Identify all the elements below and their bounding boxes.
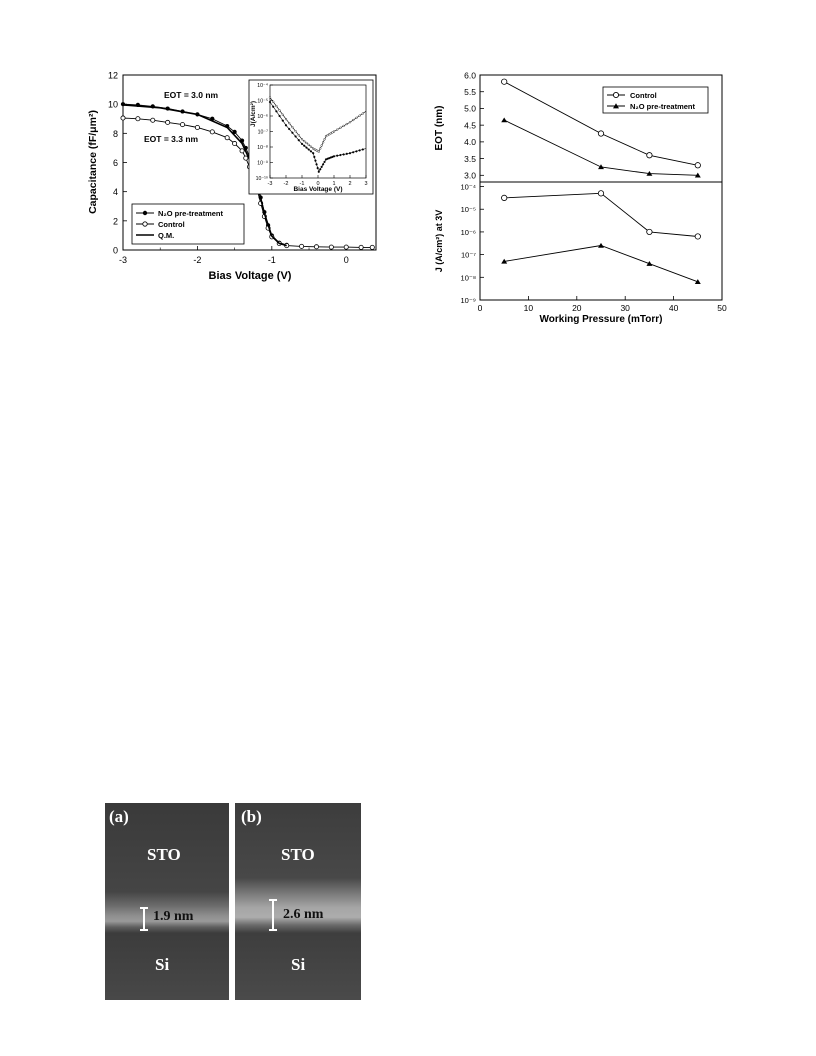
inset-xtick-label: 0 [316, 181, 320, 187]
inset-data-point [279, 115, 281, 117]
eot-top-ytick-label: 6.0 [464, 70, 476, 81]
tem-panel-b-si: Si [291, 955, 306, 974]
cv-data-point [121, 116, 125, 120]
inset-data-point [359, 150, 361, 152]
inset-data-point [362, 149, 364, 151]
eot-top-ylabel: EOT (nm) [434, 105, 445, 151]
inset-data-point [306, 142, 308, 144]
inset-data-point [310, 150, 312, 152]
inset-xtick-label: 1 [332, 181, 336, 187]
eot-top-ytick-label: 5.5 [464, 87, 476, 98]
cv-data-point [299, 244, 303, 248]
inset-data-point [313, 156, 315, 158]
inset-data-point [308, 149, 310, 151]
inset-data-point [318, 171, 320, 173]
inset-data-point [295, 136, 297, 138]
cv-ytick-label: 2 [112, 216, 118, 227]
inset-data-point [285, 124, 287, 126]
cv-xtick-label: -1 [267, 255, 276, 265]
cv-data-point [225, 136, 229, 140]
tem-panel-b-scalebar [269, 899, 277, 931]
eot-legend-control: Control [630, 91, 657, 100]
eot-xtick-label: 50 [717, 303, 727, 313]
inset-ytick-label: 10⁻⁷ [257, 129, 268, 136]
inset-data-point [303, 140, 305, 142]
inset-data-point [310, 146, 312, 148]
inset-data-point [288, 128, 290, 130]
eot-bottom-ytick-label: 10⁻⁵ [460, 205, 476, 215]
cv-data-point [166, 120, 170, 124]
inset-xtick-label: -2 [283, 181, 289, 187]
cv-data-point [370, 245, 374, 249]
cv-xlabel: Bias Voltage (V) [208, 270, 292, 282]
eot-bottom-data-point [598, 191, 603, 196]
cv-data-point [136, 117, 140, 121]
eot-bottom-data-point [695, 279, 701, 284]
inset-xtick-label: -3 [267, 181, 273, 187]
inset-data-point [272, 106, 274, 108]
eot-top-ytick-label: 5.0 [464, 103, 476, 114]
inset-ytick-label: 10⁻⁹ [257, 160, 268, 167]
eot-top-data-point [598, 131, 603, 136]
cv-data-point [344, 245, 348, 249]
cv-data-point [359, 245, 363, 249]
inset-ytick-label: 10⁻⁴ [257, 83, 268, 90]
inset-ytick-label: 10⁻¹⁰ [255, 176, 268, 183]
eot-top-data-point [502, 79, 507, 84]
inset-data-point [301, 143, 303, 145]
cv-data-point [151, 118, 155, 122]
eot-xtick-label: 40 [668, 303, 679, 313]
inset-data-point [288, 122, 290, 124]
tem-panel-b-sto: STO [281, 845, 315, 864]
cv-data-point [233, 141, 237, 145]
cv-data-point [244, 156, 248, 160]
eot-top-data-point [598, 164, 604, 169]
eot-legend [603, 87, 708, 113]
inset-data-point [322, 141, 324, 143]
inset-data-point [349, 152, 351, 154]
eot-xtick-label: 20 [572, 303, 582, 313]
inset-data-point [276, 110, 278, 112]
cv-data-point [180, 122, 184, 126]
inset-data-point [282, 114, 284, 116]
inset-data-point [333, 131, 335, 133]
inset-data-point [292, 132, 294, 134]
cv-xtick-label: -3 [118, 255, 128, 265]
eot-bottom-ytick-label: 10⁻⁶ [460, 227, 476, 237]
inset-data-point [315, 160, 317, 162]
inset-data-point [340, 154, 342, 156]
inset-data-point [336, 129, 338, 131]
inset-data-point [322, 163, 324, 165]
inset-xtick-label: -1 [299, 181, 305, 187]
inset-data-point [346, 123, 348, 125]
cv-ytick-label: 6 [112, 158, 118, 168]
inset-data-point [349, 121, 351, 123]
tem-panel-a-sto: STO [147, 845, 181, 864]
inset-data-point [321, 145, 323, 147]
cv-ytick-label: 10 [107, 99, 118, 110]
inset-data-point [298, 139, 300, 141]
eot-bottom-ytick-label: 10⁻⁴ [460, 182, 476, 192]
inset-data-point [343, 125, 345, 127]
eot-top-data-point [647, 153, 652, 158]
inset-data-point [336, 155, 338, 157]
eot-top-ytick-label: 3.5 [464, 153, 476, 164]
eot-bottom-data-point [695, 234, 700, 239]
eot-bottom-ylabel: J (A/cm²) at 3V [434, 209, 444, 273]
tem-panel-a-scalebar [140, 907, 148, 931]
eot-top-data-point [695, 163, 700, 168]
inset-data-point [312, 152, 314, 154]
eot-xtick-label: 10 [523, 303, 534, 313]
eot-bottom-ytick-label: 10⁻⁹ [460, 296, 476, 305]
tem-panel-a-label: (a) [109, 807, 129, 826]
eot-bottom-data-point [646, 261, 652, 266]
inset-data-point [292, 126, 294, 128]
inset-xtick-label: 2 [348, 181, 352, 187]
cv-label-eot-bottom: EOT = 3.3 nm [144, 134, 199, 144]
cv-data-point [329, 245, 333, 249]
tem-figure [105, 803, 361, 1000]
eot-xtick-label: 30 [620, 303, 630, 313]
eot-bottom-data-point [502, 195, 507, 200]
eot-bottom-ytick-label: 10⁻⁸ [460, 273, 476, 283]
eot-legend-open-marker [613, 92, 618, 97]
inset-data-point [356, 150, 358, 152]
cv-xtick-label: 0 [343, 255, 349, 265]
cv-legend-open-marker [143, 222, 147, 226]
inset-data-point [303, 145, 305, 147]
inset-data-point [359, 115, 361, 117]
tem-panel-b [235, 803, 361, 1000]
cv-label-eot-top: EOT = 3.0 nm [164, 90, 219, 100]
inset-data-point [352, 119, 354, 121]
cv-data-point [195, 125, 199, 129]
inset-data-point [321, 166, 323, 168]
eot-legend-n2o: N₂O pre-treatment [630, 102, 696, 111]
inset-data-point [340, 127, 342, 129]
inset-data-point [317, 167, 319, 169]
cv-data-point [240, 149, 244, 153]
inset-data-point [319, 168, 321, 170]
cv-inset-xlabel: Bias Voltage (V) [293, 186, 343, 193]
inset-ytick-label: 10⁻⁵ [257, 98, 268, 105]
eot-bottom-data-point [647, 229, 652, 234]
cv-legend-n2o: N₂O pre-treatment [158, 209, 224, 218]
cv-legend-control: Control [158, 220, 185, 229]
tem-panel-b-thickness: 2.6 nm [283, 907, 324, 922]
cv-xtick-label: -2 [193, 255, 202, 265]
cv-ytick-label: 0 [112, 245, 118, 256]
eot-top-ytick-label: 4.0 [464, 137, 476, 148]
inset-data-point [343, 154, 345, 156]
inset-data-point [362, 113, 364, 115]
eot-top-data-point [501, 117, 507, 122]
inset-data-point [324, 161, 326, 163]
cv-inset-ylabel: J(A/cm²) [250, 100, 257, 128]
inset-data-point [308, 144, 310, 146]
tem-panel-a-thickness: 1.9 nm [153, 909, 194, 924]
inset-data-point [276, 105, 278, 107]
eot-xlabel: Working Pressure (mTorr) [539, 314, 663, 325]
inset-data-point [324, 138, 326, 140]
inset-data-point [272, 101, 274, 103]
inset-data-point [295, 130, 297, 132]
inset-data-point [356, 117, 358, 119]
cv-data-point [210, 130, 214, 134]
cv-data-point [314, 245, 318, 249]
cv-legend [132, 204, 244, 244]
cv-legend-qm: Q.M. [158, 231, 175, 240]
tem-panel-b-label: (b) [241, 807, 262, 826]
eot-bottom-series-line-control [504, 193, 698, 236]
eot-top-ytick-label: 3.0 [464, 170, 476, 181]
inset-data-point [306, 147, 308, 149]
inset-xtick-label: 3 [364, 181, 368, 187]
inset-data-point [269, 97, 271, 99]
inset-data-point [285, 118, 287, 120]
eot-bottom-series-line-n2o [504, 246, 698, 282]
inset-data-point [301, 138, 303, 140]
cv-ytick-label: 12 [107, 70, 118, 81]
tem-panel-a [105, 803, 229, 1000]
inset-data-point [279, 110, 281, 112]
inset-data-point [269, 101, 271, 103]
eot-bottom-ytick-label: 10⁻⁷ [460, 250, 476, 260]
cv-ytick-label: 4 [112, 187, 118, 198]
eot-xtick-label: 0 [477, 303, 483, 313]
cv-chart [80, 60, 400, 290]
cv-legend-filled-marker [143, 211, 147, 215]
inset-data-point [282, 120, 284, 122]
inset-data-point [352, 151, 354, 153]
cv-inset [249, 80, 373, 194]
inset-data-point [333, 155, 335, 157]
eot-bottom-data-point [598, 243, 604, 248]
eot-top-ytick-label: 4.5 [464, 120, 476, 131]
inset-ytick-label: 10⁻⁸ [257, 145, 268, 152]
inset-data-point [298, 134, 300, 136]
inset-ytick-label: 10⁻⁶ [257, 114, 268, 121]
tem-panel-a-si: Si [155, 955, 170, 974]
eot-leakage-chart [425, 65, 740, 330]
inset-data-point [346, 153, 348, 155]
cv-ytick-label: 8 [112, 128, 118, 139]
inset-data-point [318, 151, 320, 153]
inset-data-point [316, 163, 318, 165]
inset-data-point [319, 148, 321, 150]
cv-ylabel: Capacitance (fF/μm²) [87, 110, 99, 214]
